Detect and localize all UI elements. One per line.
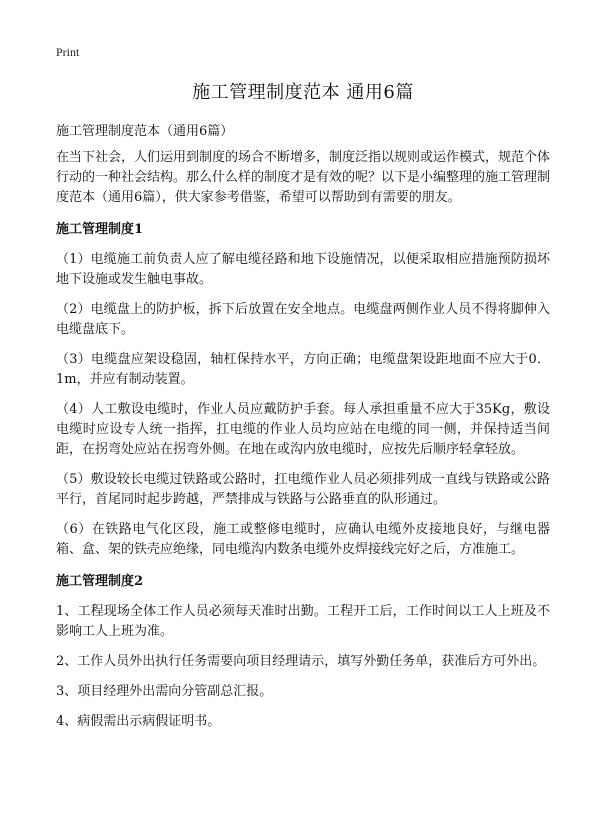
intro-paragraph: 在当下社会，人们运用到制度的场合不断增多，制度泛指以规则或运作模式，规范个体行动的一种社会结构。那么什么样的制度才是有效的呢？以下是小编整理的施工管理制度范本（通用6篇），供大家参考借鉴，希望可以帮助到有需要的朋友。: [56, 150, 551, 205]
section-item: 1、工程现场全体工作人员必须每天准时出勤。工程开工后，工作时间以工人上班及不影响工人上班为准。: [56, 604, 550, 639]
section-heading: 施工管理制度1: [56, 222, 144, 237]
section-item: （1）电缆施工前负责人应了解电缆径路和地下设施情况，以便采取相应措施预防损坏地下设施或发生触电事故。: [56, 252, 550, 287]
section-item: （3）电缆盘应架设稳固，轴杠保持水平，方向正确；电缆盘架设距地面不应大于0．1m，并应有制动装置。: [56, 352, 550, 387]
section-item: 3、项目经理外出需向分管副总汇报。: [56, 684, 273, 699]
document-subtitle: 施工管理制度范本（通用6篇）: [56, 124, 234, 139]
print-link[interactable]: Print: [56, 45, 80, 59]
section-item: （4）人工敷设电缆时，作业人员应戴防护手套。每人承担重量不应大于35Kg，敷设电缆时应设专人统一指挥，扛电缆的作业人员均应站在电缆的同一侧，并保持适当间距，在拐弯处应站在拐弯外侧。在地在或沟内放电缆时，应按先后顺序轻拿轻放。: [56, 402, 550, 457]
section-item: （5）敷设较长电缆过铁路或公路时，扛电缆作业人员必须排列成一直线与铁路或公路平行，首尾同时起步跨越，严禁排成与铁路与公路垂直的队形通过。: [56, 472, 550, 507]
section-heading: 施工管理制度2: [56, 574, 144, 589]
section-item: 2、工作人员外出执行任务需要向项目经理请示，填写外勤任务单，获准后方可外出。: [56, 654, 546, 669]
section-item: （6）在铁路电气化区段，施工或整修电缆时，应确认电缆外皮接地良好，与继电器箱、盒、架的铁壳应绝缘，同电缆沟内数条电缆外皮焊接线完好之后，方准施工。: [56, 522, 550, 557]
document-title: 施工管理制度范本 通用6篇: [192, 82, 414, 103]
section-item: 4、病假需出示病假证明书。: [56, 714, 221, 729]
section-item: （2）电缆盘上的防护板，拆下后放置在安全地点。电缆盘两侧作业人员不得将脚伸入电缆盘底下。: [56, 302, 550, 337]
document-body: [56, 148, 550, 742]
